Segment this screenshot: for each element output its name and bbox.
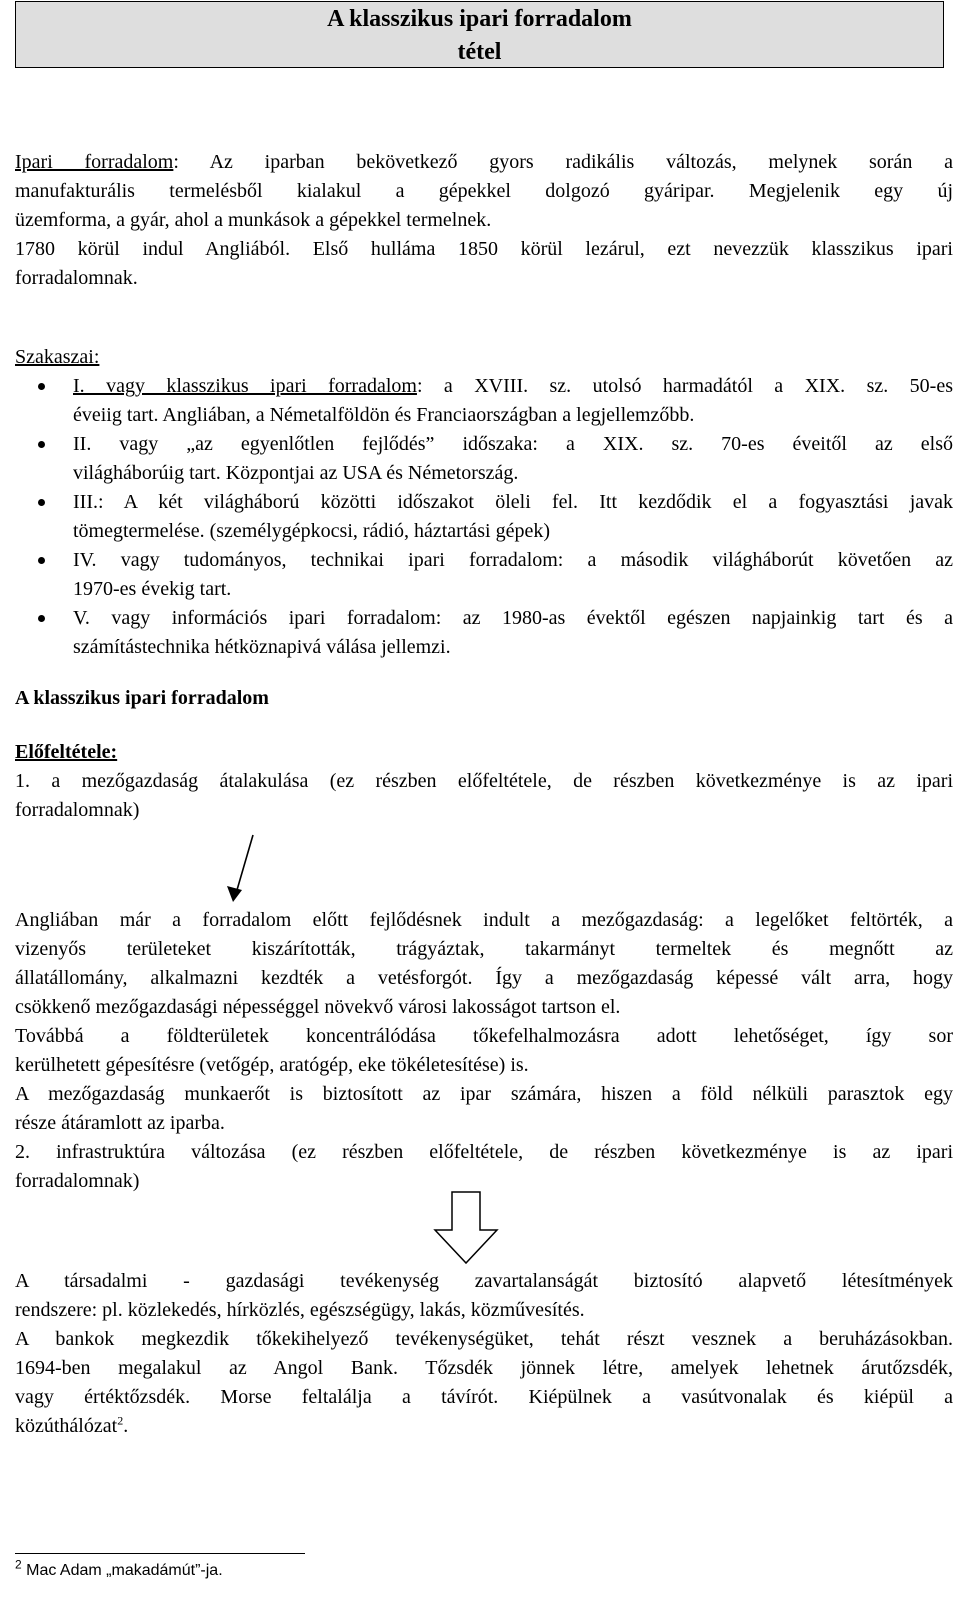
phase-3-line-2: tömegtermelése. (személygépkocsi, rádió, háztartási gépek) xyxy=(73,520,551,542)
list-item xyxy=(15,372,953,430)
infrastructure-paragraph xyxy=(15,1267,953,1441)
agriculture-line-3: állatállomány, alkalmazni kezdték a vetésforgót. Így a mezőgazdaság képessé vált arra, hogy xyxy=(15,967,953,989)
definition-line-2: manufakturális termelésből kialakul a gépekkel dolgozó gyáripar. Megjelenik egy új xyxy=(15,180,953,202)
down-arrow-icon xyxy=(432,1190,500,1266)
prerequisites xyxy=(15,738,953,825)
agriculture-paragraph xyxy=(15,906,953,1196)
section-2-heading: A klasszikus ipari forradalom xyxy=(15,687,269,709)
footnote-divider xyxy=(15,1553,305,1554)
infrastructure-line-5: vagy értéktőzsdék. Morse feltalálja a távírót. Kiépülnek a vasútvonalak és kiépül a xyxy=(15,1386,953,1408)
phase-1-line-2: éveiig tart. Angliában, a Németalföldön és Franciaországban a legjellemzőbb. xyxy=(73,404,695,426)
agriculture-line-4: csökkenő mezőgazdasági népességgel növekvő városi lakosságot tartson el. xyxy=(15,996,621,1018)
list-item xyxy=(15,546,953,604)
definition-line-4: 1780 körül indul Angliából. Első hulláma 1850 körül lezárul, ezt nevezzük klasszikus ipari xyxy=(15,238,953,260)
prereq-item-2-line-1: 2. infrastruktúra változása (ez részben előfeltétele, de részben következménye is az ipari xyxy=(15,1141,953,1163)
phase-5-line-2: számítástechnika hétköznapivá válása jellemzi. xyxy=(73,636,451,658)
footnote-text: Mac Adam „makadámút”-ja. xyxy=(21,1562,223,1579)
definition-line-1: : Az iparban bekövetkező gyors radikális változás, melynek során a xyxy=(173,151,953,173)
agriculture-line-7: A mezőgazdaság munkaerőt is biztosított az ipar számára, hiszen a föld nélküli parasztok egy xyxy=(15,1083,953,1105)
definition-line-3: üzemforma, a gyár, ahol a munkások a gépekkel termelnek. xyxy=(15,209,492,231)
definition-line-5: forradalomnak. xyxy=(15,267,138,289)
list-item xyxy=(15,430,953,488)
phase-5-line-1: V. vagy információs ipari forradalom: az 1980-as évektől egészen napjainkig tart és a xyxy=(73,607,953,629)
phase-2-line-1: II. vagy „az egyenlőtlen fejlődés” időszaka: a XIX. sz. 70-es éveitől az első xyxy=(73,433,953,455)
agriculture-line-2: vizenyős területeket kiszárították, trágyáztak, takarmányt termeltek és megnőtt az xyxy=(15,938,953,960)
agriculture-line-6: kerülhetett gépesítésre (vetőgép, aratógép, eke tökéletesítése) is. xyxy=(15,1054,529,1076)
diagonal-arrow-icon xyxy=(222,832,262,904)
infrastructure-line-6-end: . xyxy=(123,1415,129,1437)
title-box xyxy=(15,1,944,68)
prereq-item-2-line-2: forradalomnak) xyxy=(15,1170,140,1192)
footnote-ref[interactable]: 2 xyxy=(117,1413,124,1428)
agriculture-line-1: Angliában már a forradalom előtt fejlődésnek indult a mezőgazdaság: a legelőket feltörték, a xyxy=(15,909,953,931)
phase-1-line-1: : a XVIII. sz. utolsó harmadától a XIX. sz. 50-es xyxy=(416,375,953,397)
definition-paragraph xyxy=(15,148,953,293)
infrastructure-line-1: A társadalmi - gazdasági tevékenység zavartalanságát biztosító alapvető létesítmények xyxy=(15,1270,953,1292)
phases-section xyxy=(15,343,953,662)
footnote xyxy=(15,1557,223,1582)
infrastructure-line-6 xyxy=(15,1412,953,1441)
phase-1-term: I. vagy klasszikus ipari forradalom xyxy=(73,375,417,397)
phases-list xyxy=(15,372,953,662)
infrastructure-line-6-text: közúthálózat xyxy=(15,1415,118,1437)
agriculture-line-8: része átáramlott az iparba. xyxy=(15,1112,225,1134)
agriculture-line-5: Továbbá a földterületek koncentrálódása tőkefelhalmozásra adott lehetőséget, így sor xyxy=(15,1025,953,1047)
title-line-1: A klasszikus ipari forradalom xyxy=(327,6,632,32)
prereq-item-1-line-1: 1. a mezőgazdaság átalakulása (ez részben előfeltétele, de részben következménye is az ipari xyxy=(15,770,953,792)
infrastructure-line-3: A bankok megkezdik tőkekihelyező tevékenységüket, tehát részt vesznek a beruházásokban. xyxy=(15,1328,953,1350)
definition-term: Ipari forradalom xyxy=(15,151,174,173)
prereq-item-1-line-2: forradalomnak) xyxy=(15,799,140,821)
list-item xyxy=(15,604,953,662)
list-item xyxy=(15,488,953,546)
phase-2-line-2: világháborúig tart. Központjai az USA és Németország. xyxy=(73,462,519,484)
section-2 xyxy=(15,684,953,713)
title-line-2: tétel xyxy=(457,39,502,65)
phase-3-line-1: III.: A két világháború közötti időszakot öleli fel. Itt kezdődik el a fogyasztási javak xyxy=(73,491,953,513)
prereq-heading: Előfeltétele: xyxy=(15,741,118,763)
infrastructure-line-4: 1694-ben megalakul az Angol Bank. Tőzsdék jönnek létre, amelyek lehetnek árutőzsdék, xyxy=(15,1357,953,1379)
footnote-marker: 2 xyxy=(15,1557,22,1572)
infrastructure-line-2: rendszere: pl. közlekedés, hírközlés, egészségügy, lakás, közművesítés. xyxy=(15,1299,585,1321)
phases-heading: Szakaszai: xyxy=(15,346,100,368)
phase-4-line-1: IV. vagy tudományos, technikai ipari forradalom: a második világháborút követően az xyxy=(73,549,953,571)
phase-4-line-2: 1970-es évekig tart. xyxy=(73,578,232,600)
